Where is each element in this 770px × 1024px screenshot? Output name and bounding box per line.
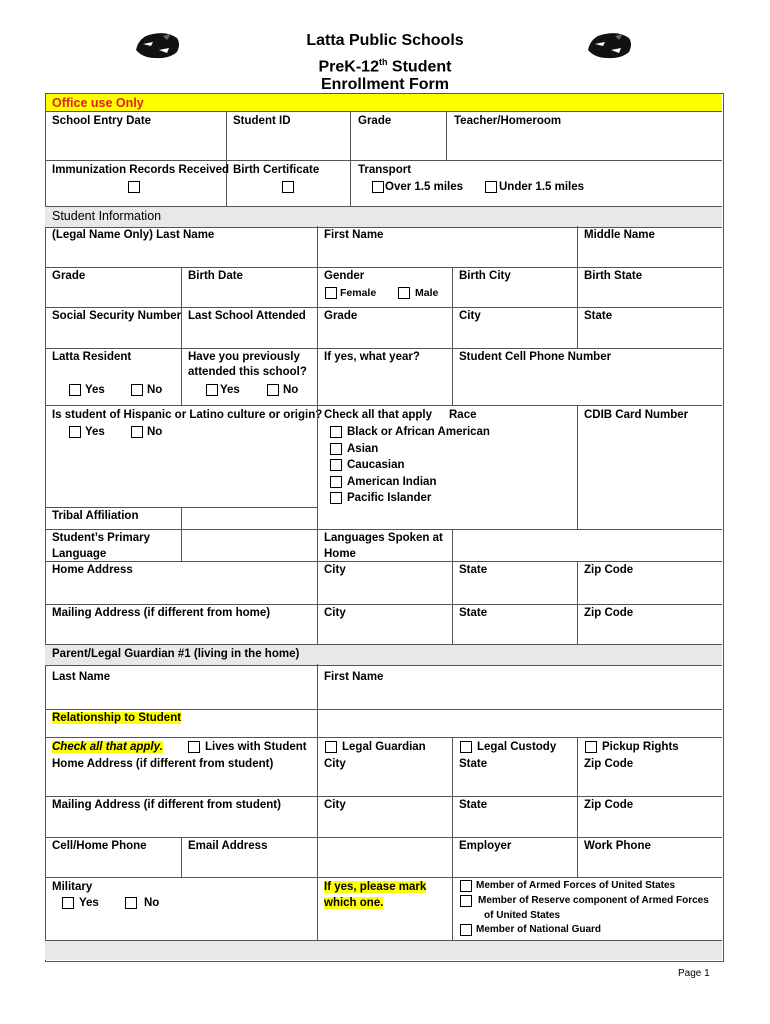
label-legal-custody: Legal Custody (477, 741, 557, 753)
label-cdib: CDIB Card Number (584, 409, 689, 421)
label-transport: Transport (358, 164, 412, 176)
label-guardian-work-phone: Work Phone (584, 840, 651, 852)
label-home-city: City (324, 564, 346, 576)
race-option: Caucasian (347, 459, 405, 471)
page-number: Page 1 (678, 968, 710, 979)
label-birth-state: Birth State (584, 270, 643, 282)
label-grade-2: Grade (324, 310, 358, 322)
lives-with-checkbox[interactable] (188, 741, 200, 753)
label-guardian-check-all: Check all that apply. (52, 741, 163, 753)
label-home-state: State (459, 564, 488, 576)
label-legal-guardian: Legal Guardian (342, 741, 426, 753)
label-langs-spoken-2: Home (324, 548, 356, 560)
label-mailing-city: City (324, 607, 346, 619)
label-guardian-cell: Cell/Home Phone (52, 840, 147, 852)
label-hispanic-yes: Yes (85, 426, 105, 438)
over-checkbox[interactable] (372, 181, 384, 193)
birth-cert-checkbox[interactable] (282, 181, 294, 193)
prev-no-checkbox[interactable] (267, 384, 279, 396)
label-student-id: Student ID (233, 115, 291, 127)
immunization-checkbox[interactable] (128, 181, 140, 193)
label-last-name: (Legal Name Only) Last Name (52, 229, 215, 241)
label-military: Military (52, 881, 93, 893)
label-hispanic-no: No (147, 426, 163, 438)
label-mil-reserve-2: of United States (484, 910, 561, 921)
pickup-checkbox[interactable] (585, 741, 597, 753)
label-birth-cert: Birth Certificate (233, 164, 320, 176)
label-guardian-first-name: First Name (324, 671, 384, 683)
label-guardian-email: Email Address (188, 840, 268, 852)
label-pickup: Pickup Rights (602, 741, 679, 753)
label-if-yes-1: If yes, please mark (324, 881, 427, 893)
label-teacher: Teacher/Homeroom (454, 115, 562, 127)
label-student-cell: Student Cell Phone Number (459, 351, 612, 363)
male-checkbox[interactable] (398, 287, 410, 299)
military-no-checkbox[interactable] (125, 897, 137, 909)
label-mailing-state: State (459, 607, 488, 619)
mil-armed-checkbox[interactable] (460, 880, 472, 892)
label-langs-spoken-1: Languages Spoken at (324, 532, 443, 544)
label-tribal: Tribal Affiliation (52, 510, 139, 522)
label-guardian-city: City (324, 758, 346, 770)
label-last-school: Last School Attended (188, 310, 306, 322)
label-if-yes-year: If yes, what year? (324, 351, 420, 363)
label-grade: Grade (52, 270, 86, 282)
military-yes-checkbox[interactable] (62, 897, 74, 909)
label-guardian-employer: Employer (459, 840, 512, 852)
label-mil-armed: Member of Armed Forces of United States (476, 880, 676, 891)
mil-reserve-checkbox[interactable] (460, 895, 472, 907)
label-gender: Gender (324, 270, 365, 282)
label-home-address: Home Address (52, 564, 133, 576)
prev-yes-checkbox[interactable] (206, 384, 218, 396)
legal-custody-checkbox[interactable] (460, 741, 472, 753)
label-birth-date: Birth Date (188, 270, 243, 282)
label-female: Female (340, 287, 377, 299)
label-latta-resident: Latta Resident (52, 351, 132, 363)
race-checkbox[interactable] (330, 492, 342, 504)
label-guardian-mailing-zip: Zip Code (584, 799, 634, 811)
label-mailing: Mailing Address (if different from home) (52, 607, 271, 619)
label-prev-no: No (283, 384, 299, 396)
label-mil-reserve-1: Member of Reserve component of Armed Forces (478, 895, 709, 906)
label-office-grade: Grade (358, 115, 392, 127)
label-immunization: Immunization Records Received (52, 164, 230, 176)
label-guardian-zip: Zip Code (584, 758, 634, 770)
race-checkbox[interactable] (330, 476, 342, 488)
guardian-footer-bar (45, 940, 722, 960)
form-subtitle: Enrollment Form (320, 76, 449, 93)
label-city: City (459, 310, 481, 322)
label-school-entry-date: School Entry Date (52, 115, 152, 127)
label-under: Under 1.5 miles (499, 181, 585, 193)
label-birth-city: Birth City (459, 270, 511, 282)
resident-yes-checkbox[interactable] (69, 384, 81, 396)
label-state: State (584, 310, 613, 322)
under-checkbox[interactable] (485, 181, 497, 193)
guardian-heading: Parent/Legal Guardian #1 (living in the home) (52, 648, 300, 660)
label-guardian-home-address: Home Address (if different from student) (52, 758, 274, 770)
hispanic-no-checkbox[interactable] (131, 426, 143, 438)
hispanic-yes-checkbox[interactable] (69, 426, 81, 438)
race-option: Black or African American (347, 426, 490, 438)
legal-guardian-checkbox[interactable] (325, 741, 337, 753)
race-option: Pacific Islander (347, 492, 432, 504)
label-race: Race (449, 409, 477, 421)
label-resident-no: No (147, 384, 163, 396)
race-checkbox[interactable] (330, 443, 342, 455)
student-heading: Student Information (52, 209, 162, 223)
label-prev-attended-2: attended this school? (188, 366, 307, 378)
label-mailing-zip: Zip Code (584, 607, 634, 619)
mil-guard-checkbox[interactable] (460, 924, 472, 936)
label-if-yes-2: which one. (324, 897, 384, 909)
label-lives-with: Lives with Student (205, 741, 307, 753)
label-guardian-last-name: Last Name (52, 671, 111, 683)
school-name: Latta Public Schools (306, 32, 464, 49)
label-ssn: Social Security Number (52, 310, 182, 322)
label-military-yes: Yes (79, 897, 99, 909)
label-resident-yes: Yes (85, 384, 105, 396)
race-checkbox[interactable] (330, 426, 342, 438)
label-primary-lang-2: Language (52, 548, 107, 560)
label-military-no: No (144, 897, 160, 909)
label-guardian-mailing: Mailing Address (if different from student) (52, 799, 281, 811)
label-guardian-mailing-city: City (324, 799, 346, 811)
label-over: Over 1.5 miles (385, 181, 463, 193)
form-title: PreK-12th Student (318, 57, 452, 76)
label-prev-attended-1: Have you previously (188, 351, 300, 363)
label-mil-guard: Member of National Guard (476, 924, 602, 935)
race-option: American Indian (347, 476, 437, 488)
label-guardian-state: State (459, 758, 488, 770)
label-first-name: First Name (324, 229, 384, 241)
label-guardian-mailing-state: State (459, 799, 488, 811)
office-heading-bar (46, 94, 722, 111)
office-heading: Office use Only (52, 96, 144, 110)
label-check-all-race: Check all that apply (324, 409, 433, 421)
label-middle-name: Middle Name (584, 229, 655, 241)
female-checkbox[interactable] (325, 287, 337, 299)
label-primary-lang-1: Student’s Primary (52, 532, 150, 544)
label-home-zip: Zip Code (584, 564, 634, 576)
label-relationship: Relationship to Student (52, 712, 182, 724)
race-option: Asian (347, 443, 379, 455)
label-male: Male (415, 287, 439, 299)
label-hispanic: Is student of Hispanic or Latino culture or origin? (52, 409, 323, 421)
race-checkbox[interactable] (330, 459, 342, 471)
label-prev-yes: Yes (220, 384, 240, 396)
resident-no-checkbox[interactable] (131, 384, 143, 396)
